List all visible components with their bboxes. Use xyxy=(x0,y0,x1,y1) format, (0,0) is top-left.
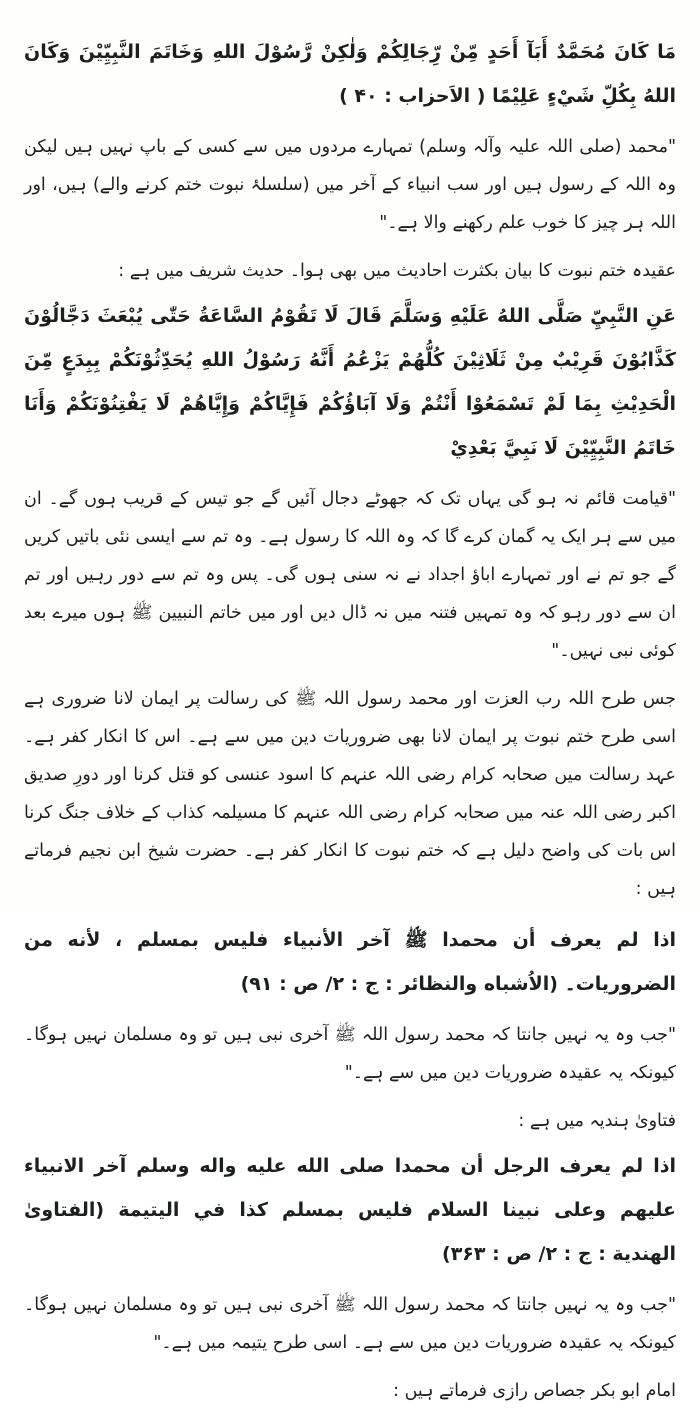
ibn-nujaym-quote-translation: "جب وہ یہ نہیں جانتا کہ محمد رسول اللہ ﷺ آخری نبی ہیں تو وہ مسلمان نہیں ہوگا۔ کیونکہ یہ عقیدہ ضروریات دین میں سے ہے۔" xyxy=(24,1025,676,1083)
commentary-paragraph: جس طرح اللہ رب العزت اور محمد رسول اللہ ﷺ کی رسالت پر ایمان لانا ضروری ہے اسی طرح ختم نبوت پر ایمان لانا بھی ضروریات دین میں سے ہے۔ اس کا انکار کفر ہے۔ عہد رسالت میں صحابہ کرام رضی اللہ عنہم کا اسود عنسی کو قتل کرنا اور دورِ صدیق اکبر رضی اللہ عنہ میں صحابہ کرام رضی اللہ عنہم کا مسیلمہ کذاب کے خلاف جنگ کرنا اس بات کی واضح دلیل ہے کہ ختم نبوت کا انکار کفر ہے۔ حضرت شیخ ابن نجیم فرماتے ہیں : xyxy=(24,689,676,899)
fatawa-hindiyya-lead-in: فتاویٰ ہندیہ میں ہے : xyxy=(518,1111,676,1131)
fatawa-hindiyya-quote-translation: "جب وہ یہ نہیں جانتا کہ محمد رسول اللہ ﷺ آخری نبی ہیں تو وہ مسلمان نہیں ہوگا۔ کیونکہ یہ عقیدہ ضروریات دین میں سے ہے۔ اسی طرح یتیمہ میں ہے۔" xyxy=(24,1295,676,1353)
ibn-nujaym-quote-arabic: اذا لم يعرف أن محمدا ﷺ آخر الأنبياء فليس بمسلم ، لأنه من الضروريات۔ (الاُشباه والنظائر : ج : ۲/ ص : ۹۱) xyxy=(24,929,676,995)
fatawa-hindiyya-quote-arabic: اذا لم يعرف الرجل أن محمدا صلى الله عليه واله وسلم آخر الانبياء عليهم وعلى نبينا السلام فليس بمسلم كذا في اليتيمة (الفتاویٰ الهندية : ج : ۲/ ص : ۳۶۳) xyxy=(24,1155,676,1265)
hadith-lead-in: عقیدہ ختم نبوت کا بیان بکثرت احادیث میں بھی ہوا۔ حدیث شریف میں ہے : xyxy=(118,261,676,281)
jassas-razi-lead-in: امام ابو بکر جصاص رازی فرماتے ہیں : xyxy=(393,1381,676,1401)
quran-verse-arabic: مَا كَانَ مُحَمَّدٌ أَبَآ أَحَدٍ مِّنْ رِّجَالِكُمْ وَلٰكِنْ رَّسُوْلَ اللهِ وَخَاتَمَ النَّبِيِّيْنَ وَكَانَ اللهُ بِكُلِّ شَيْءٍ عَلِيْمًا ( الاَحزاب : ۴۰ ) xyxy=(24,41,676,107)
hadith-translation: "قیامت قائم نہ ہو گی یہاں تک کہ جھوٹے دجال آئیں گے جو تیس کے قریب ہوں گے۔ ان میں سے ہر ایک یہ گمان کرے گا کہ وہ اللہ کا رسول ہے۔ وہ تم سے ایسی نئی باتیں کریں گے جو تم نے اور تمہارے اباؤ اجداد نے نہ سنی ہوں گی۔ پس وہ تم سے دور رہیں اور تم ان سے دور رہو کہ وہ تمہیں فتنہ میں نہ ڈال دیں اور میں خاتم النبیین ﷺ ہوں میرے بعد کوئی نبی نہیں۔" xyxy=(24,489,676,661)
quran-verse-translation: "محمد (صلی اللہ علیہ وآلہ وسلم) تمہارے مردوں میں سے کسی کے باپ نہیں ہیں لیکن وہ اللہ کے رسول ہیں اور سب انبیاء کے آخر میں (سلسلۂ نبوت ختم کرنے والے) ہیں، اور اللہ ہر چیز کا خوب علم رکھنے والا ہے۔" xyxy=(24,137,676,233)
hadith-arabic: عَنِ النَّبِيِّ صَلَّى اللهُ عَلَيْهِ وَسَلَّمَ قَالَ لَا تَقُوْمُ السَّاعَةُ حَتّٰى يُبْعَثَ دَجَّالُوْنَ كَذَّابُوْنَ قَرِيْبٌ مِنْ ثَلَاثِيْنَ كُلُّهُمْ يَزْعُمُ أَنَّهُ رَسُوْلُ اللهِ يُحَدِّثُوْنَكُمْ بِبِدَعٍ مِّنَ الْحَدِيْثِ بِمَا لَمْ تَسْمَعُوْا أَنْتُمْ وَلَا آبَاؤُكُمْ فَإِيَّاكُمْ وَإِيَّاهُمْ لَا يَفْتِنُوْنَكُمْ وَأَنَا خَاتَمُ النَّبِيِّيْنَ لَا نَبِيَّ بَعْدِيْ xyxy=(24,305,676,459)
